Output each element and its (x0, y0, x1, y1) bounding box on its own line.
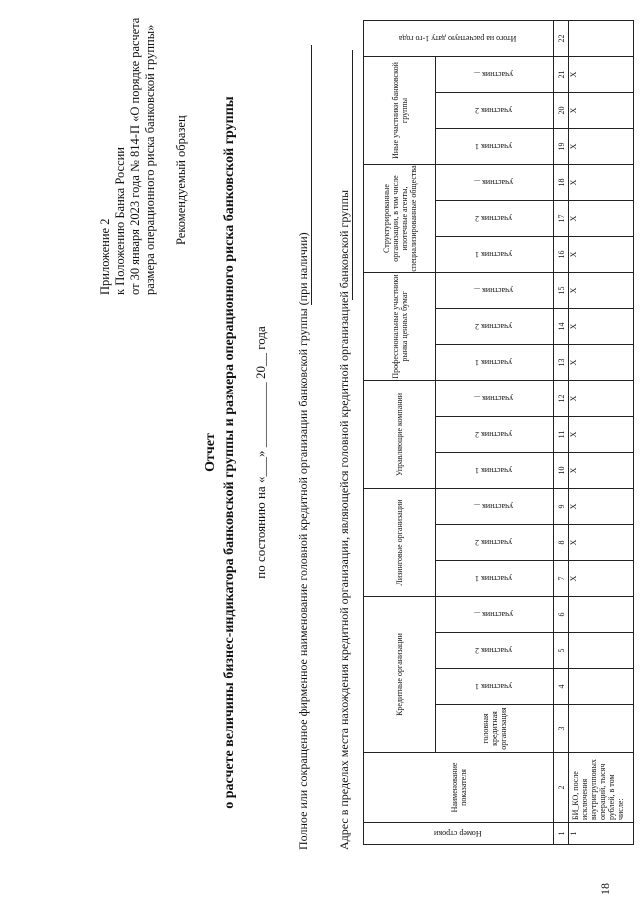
securities-participants-header: Профессиональные участники рынка ценных бумаг (364, 273, 436, 381)
leasing-orgs-header: Лизинговые организации (364, 489, 436, 597)
table-row (569, 21, 634, 845)
column-number: 7 (554, 561, 569, 597)
participant-2-header: участник 2 (436, 633, 554, 669)
column-number: 10 (554, 453, 569, 489)
indicator-name-cell: БИ_КО, после исключения внутригрупповых операций, тысяч рублей, в том числе: (569, 753, 634, 823)
page-number: 18 (598, 883, 612, 895)
column-number: 13 (554, 345, 569, 381)
column-number: 21 (554, 57, 569, 93)
participant-1-header: участник 1 (436, 561, 554, 597)
x-mark-cell: X (569, 129, 634, 165)
participant-dots-header: участник ... (436, 489, 554, 525)
structured-orgs-header: Структурированные организации, в том числе ипотечные агенты, специализированные общества (364, 165, 436, 273)
appendix-line: к Положению Банка России (113, 147, 127, 295)
participant-dots-header: участник ... (436, 165, 554, 201)
report-date-line: по состоянию на «___» __________ 20__ года (253, 326, 268, 579)
x-mark-cell: X (569, 165, 634, 201)
value-cell[interactable] (569, 21, 634, 57)
recommended-sample-note: Рекомендуемый образец (174, 115, 188, 245)
management-cos-header: Управляющие компании (364, 381, 436, 489)
x-mark-cell: X (569, 309, 634, 345)
column-number: 5 (554, 633, 569, 669)
participant-2-header: участник 2 (436, 417, 554, 453)
participant-1-header: участник 1 (436, 345, 554, 381)
x-mark-cell: X (569, 417, 634, 453)
column-number: 22 (554, 21, 569, 57)
participant-1-header: участник 1 (436, 669, 554, 705)
x-mark-cell: X (569, 381, 634, 417)
participant-dots-header: участник ... (436, 597, 554, 633)
org-name-label: Полное или сокращенное фирменное наименование головной кредитной организации банковской группы (при наличии) (296, 232, 310, 850)
appendix-reference (98, 18, 158, 295)
column-number: 18 (554, 165, 569, 201)
participant-2-header: участник 2 (436, 309, 554, 345)
x-mark-cell: X (569, 93, 634, 129)
column-number: 19 (554, 129, 569, 165)
column-number: 6 (554, 597, 569, 633)
column-number: 11 (554, 417, 569, 453)
participant-1-header: участник 1 (436, 129, 554, 165)
participant-dots-header: участник ... (436, 273, 554, 309)
report-title: Отчет (203, 433, 218, 472)
column-number: 20 (554, 93, 569, 129)
participant-2-header: участник 2 (436, 525, 554, 561)
appendix-line: от 30 января 2023 года № 814-П «О порядке расчета (128, 17, 142, 295)
participant-2-header: участник 2 (436, 201, 554, 237)
column-number: 15 (554, 273, 569, 309)
participant-1-header: участник 1 (436, 453, 554, 489)
x-mark-cell: X (569, 57, 634, 93)
column-number: 2 (554, 753, 569, 823)
participant-1-header: участник 1 (436, 237, 554, 273)
x-mark-cell: X (569, 453, 634, 489)
value-cell[interactable] (569, 669, 634, 705)
x-mark-cell: X (569, 273, 634, 309)
x-mark-cell: X (569, 201, 634, 237)
column-number: 3 (554, 705, 569, 753)
column-number: 12 (554, 381, 569, 417)
column-number: 17 (554, 201, 569, 237)
column-number: 14 (554, 309, 569, 345)
x-mark-cell: X (569, 561, 634, 597)
column-number: 1 (554, 823, 569, 845)
total-header: Итого на расчетную дату 1-го года (364, 21, 554, 57)
column-number: 16 (554, 237, 569, 273)
x-mark-cell: X (569, 489, 634, 525)
report-table (363, 20, 634, 845)
row-number-cell: 1 (569, 823, 634, 845)
participant-2-header: участник 2 (436, 93, 554, 129)
participant-dots-header: участник ... (436, 381, 554, 417)
report-subtitle: о расчете величины бизнес-индикатора банковской группы и размера операционного риска банковской группы (222, 96, 237, 809)
x-mark-cell: X (569, 525, 634, 561)
row-number-header: Номер строки (364, 823, 554, 845)
other-participants-header: Иные участники банковской группы (364, 57, 436, 165)
value-cell[interactable] (569, 597, 634, 633)
credit-orgs-header: Кредитные организации (364, 597, 436, 753)
column-number: 4 (554, 669, 569, 705)
head-credit-org-header: головная кредитная организация (436, 705, 554, 753)
column-number: 9 (554, 489, 569, 525)
column-numbers-row (554, 21, 569, 845)
column-number: 8 (554, 525, 569, 561)
org-name-field[interactable] (311, 45, 312, 305)
value-cell[interactable] (569, 705, 634, 753)
org-address-field[interactable] (352, 50, 353, 300)
participant-dots-header: участник ... (436, 57, 554, 93)
indicator-name-header: Наименование показателя (364, 753, 554, 823)
x-mark-cell: X (569, 237, 634, 273)
value-cell[interactable] (569, 633, 634, 669)
x-mark-cell: X (569, 345, 634, 381)
org-address-label: Адрес в пределах места нахождения кредитной организации, являющейся головной кредитной организацией банковской группы (337, 189, 351, 850)
appendix-line: размера операционного риска банковской группы» (143, 24, 157, 295)
appendix-line: Приложение 2 (98, 218, 112, 295)
